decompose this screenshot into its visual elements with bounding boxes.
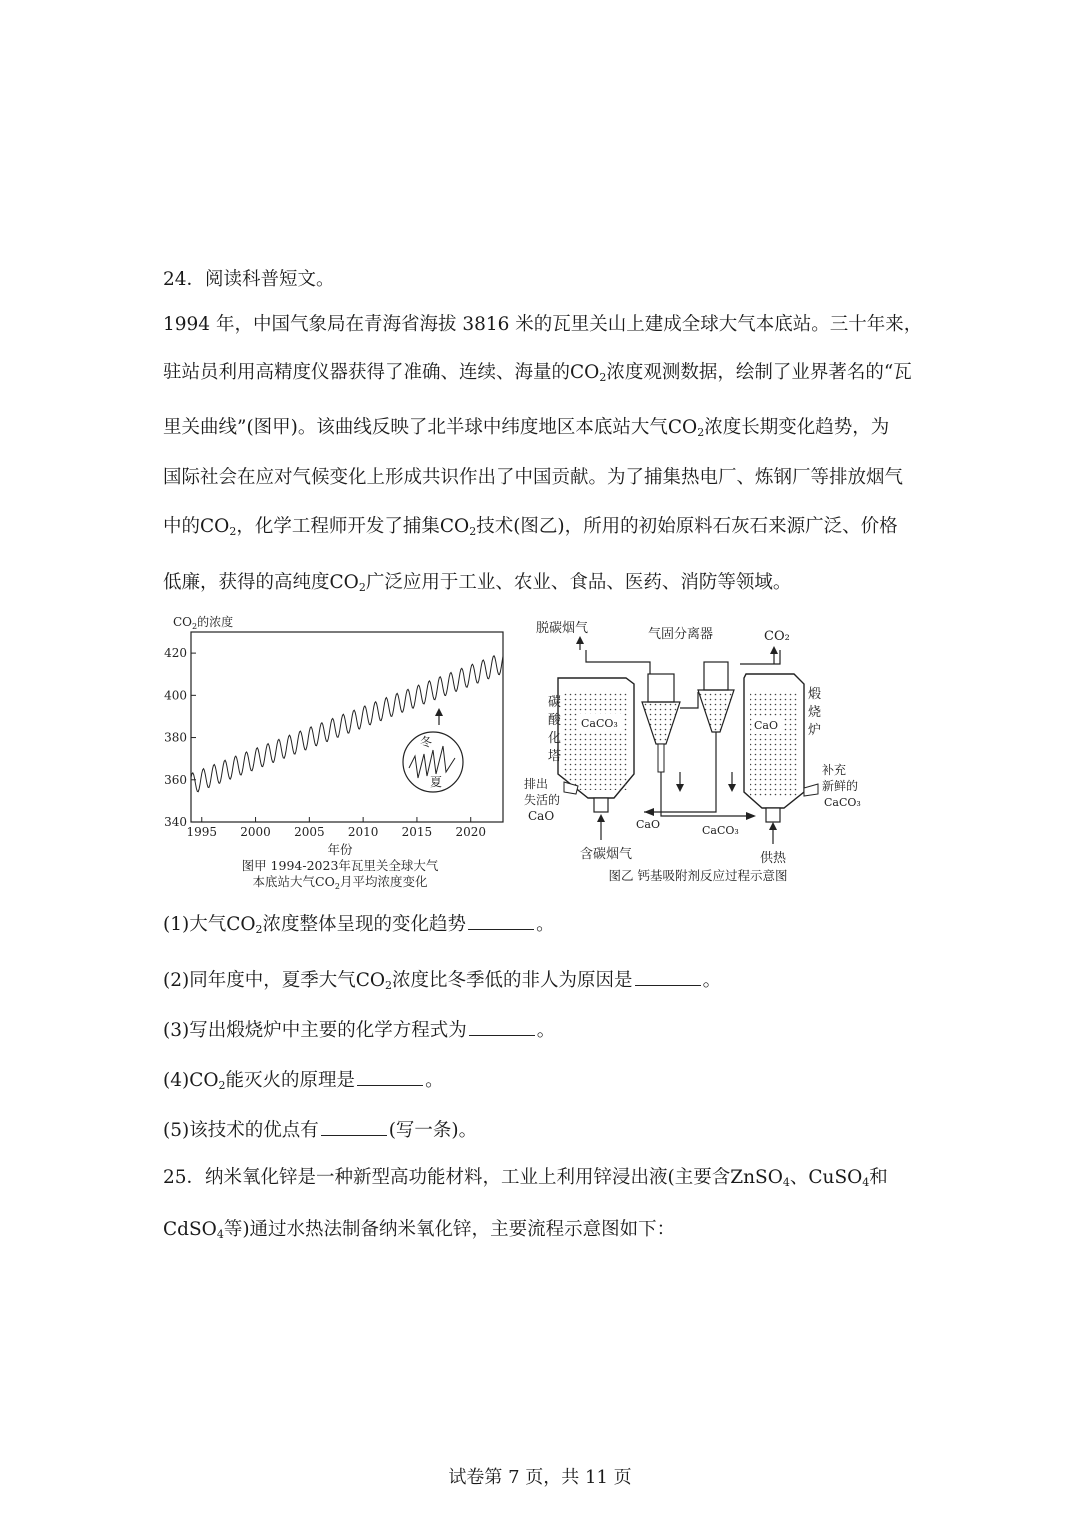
y-tick-label-0: 340 [164,815,187,829]
outlet-arrow-right-icon [770,646,778,654]
supplement-line-3: CaCO₃ [824,796,861,809]
supplement-nozzle [804,784,818,796]
inset-summer-label: 夏 [430,775,443,789]
y-axis-label: $CO_2$的浓度 [173,615,234,631]
heat-label: 供热 [760,851,787,866]
figure-b-caption: 图乙 钙基吸附剂反应过程示意图 [608,868,788,883]
inset-winter-label: 冬 [420,735,433,749]
q24-paragraph-line-6: 低廉，获得的高纯度$CO_2$广泛应用于工业、农业、食品、医药、消防等领域。 [163,572,792,594]
figure-b-process-diagram [518,612,878,884]
x-tick-label-0: 1995 [186,825,218,839]
x-tick-label-2: 2005 [294,825,325,839]
separator-left-cone [642,702,680,744]
x-axis-label: 年份 [327,842,353,857]
discharge-line-2: 失活的 [524,793,561,807]
separator-left-stem [658,744,664,772]
supplement-line-1: 补充 [822,763,847,777]
pipe-between-separators [680,692,698,708]
carbonation-char-3: 化 [548,731,562,746]
separator-right-top [704,662,728,690]
calciner-char-2: 烧 [808,705,822,720]
decarbonized-gas-label: 脱碳烟气 [536,621,589,636]
y-tick-label-3: 400 [164,688,187,703]
answer-blank-3[interactable] [469,1019,535,1036]
left-bottom-inlet [594,798,608,812]
q24-paragraph-line-1: 1994 年，中国气象局在青海省海拔 3816 米的瓦里关山上建成全球大气本底站。三十年来， [163,314,923,335]
answer-blank-1[interactable] [468,913,534,930]
y-tick-label-2: 380 [164,730,187,745]
question-2: (2)同年度中，夏季大气$CO_2$浓度比冬季低的非人为原因是 。 [163,970,722,992]
question-1: (1)大气$CO_2$浓度整体呈现的变化趋势 。 [163,914,555,936]
heat-arrow-icon [769,822,777,830]
separator-right-cone [698,690,734,732]
flue-gas-label: 含碳烟气 [580,847,633,862]
q24-paragraph-line-2: 驻站员利用高精度仪器获得了准确、连续、海量的$CO_2$浓度观测数据，绘制了业界著名的“瓦 [163,362,912,384]
x-tick-label-5: 2020 [455,825,486,839]
carbonation-char-1: 碳 [548,695,562,710]
x-tick-label-3: 2010 [347,825,379,839]
separator-label: 气固分离器 [648,627,714,642]
calciner-fill [750,692,798,796]
calciner-char-1: 煅 [808,687,822,702]
outlet-arrow-left-icon [576,636,584,644]
discharge-line-1: 排出 [524,777,549,791]
separator-left-top [648,674,674,702]
discharge-line-3: CaO [528,809,555,823]
answer-blank-2[interactable] [635,969,701,986]
co2-output-label: CO₂ [764,629,790,644]
page-footer: 试卷第 7 页，共 11 页 [448,1467,632,1488]
x-tick-label-4: 2015 [401,825,433,839]
right-bottom-inlet [766,808,780,822]
cao-flow-arrow-icon [644,808,654,816]
calciner-char-3: 炉 [808,723,822,738]
caco3-flow-label: CaCO₃ [702,824,739,837]
plot-frame [191,632,503,822]
cao-right-label: CaO [754,719,778,732]
figure-a-co2-chart [155,608,515,893]
q24-paragraph-line-3: 里关曲线”(图甲)。该曲线反映了北半球中纬度地区本底站大气$CO_2$浓度长期变化趋势，为 [163,417,890,439]
cao-flow-label: CaO [636,818,660,831]
q25-line-2: CdSO$_4$等)通过水热法制备纳米氧化锌，主要流程示意图如下： [163,1219,676,1241]
question-5: (5)该技术的优点有 (写一条)。 [163,1120,478,1141]
y-tick-label-1: 360 [164,772,187,787]
down-arrow-right-icon [728,784,736,792]
q24-title: 24．阅读科普短文。 [163,269,335,290]
question-3: (3)写出煅烧炉中主要的化学方程式为 。 [163,1020,556,1041]
q24-paragraph-line-4: 国际社会在应对气候变化上形成共识作出了中国贡献。为了捕集热电厂、炼钢厂等排放烟气 [163,467,904,488]
pipe-top-left [586,650,650,674]
figure-a-caption-line-1: 图甲 1994-2023年瓦里关全球大气 [241,858,439,873]
caco3-left-label: CaCO₃ [581,717,618,730]
carbonation-char-2: 酸 [548,713,562,728]
inset-arrow-icon [435,708,443,716]
supplement-line-2: 新鲜的 [822,779,859,793]
flue-gas-arrow-icon [597,814,605,822]
caco3-flow-arrow-icon [746,812,756,820]
carbonation-tower-fill [564,692,628,790]
q24-paragraph-line-5: 中的$CO_2$，化学工程师开发了捕集$CO_2$技术(图乙)，所用的初始原料石灰石来源广泛、价格 [163,516,898,538]
answer-blank-4[interactable] [357,1069,423,1086]
carbonation-char-4: 塔 [548,749,562,764]
pipe-caco3-forward [661,772,754,816]
q25-line-1: 25．纳米氧化锌是一种新型高功能材料，工业上利用锌浸出液(主要含ZnSO$_4$、CuSO$_4$和 [163,1167,888,1189]
seasonal-inset [403,708,463,792]
figure-a-caption-line-2: 本底站大气$CO_2$月平均浓度变化 [252,874,428,891]
question-4: $(4)CO_2$能灭火的原理是 。 [163,1070,444,1092]
answer-blank-5[interactable] [321,1119,387,1136]
down-arrow-left-icon [676,784,684,792]
x-tick-label-1: 2000 [240,825,271,839]
y-tick-label-4: 420 [164,646,187,661]
